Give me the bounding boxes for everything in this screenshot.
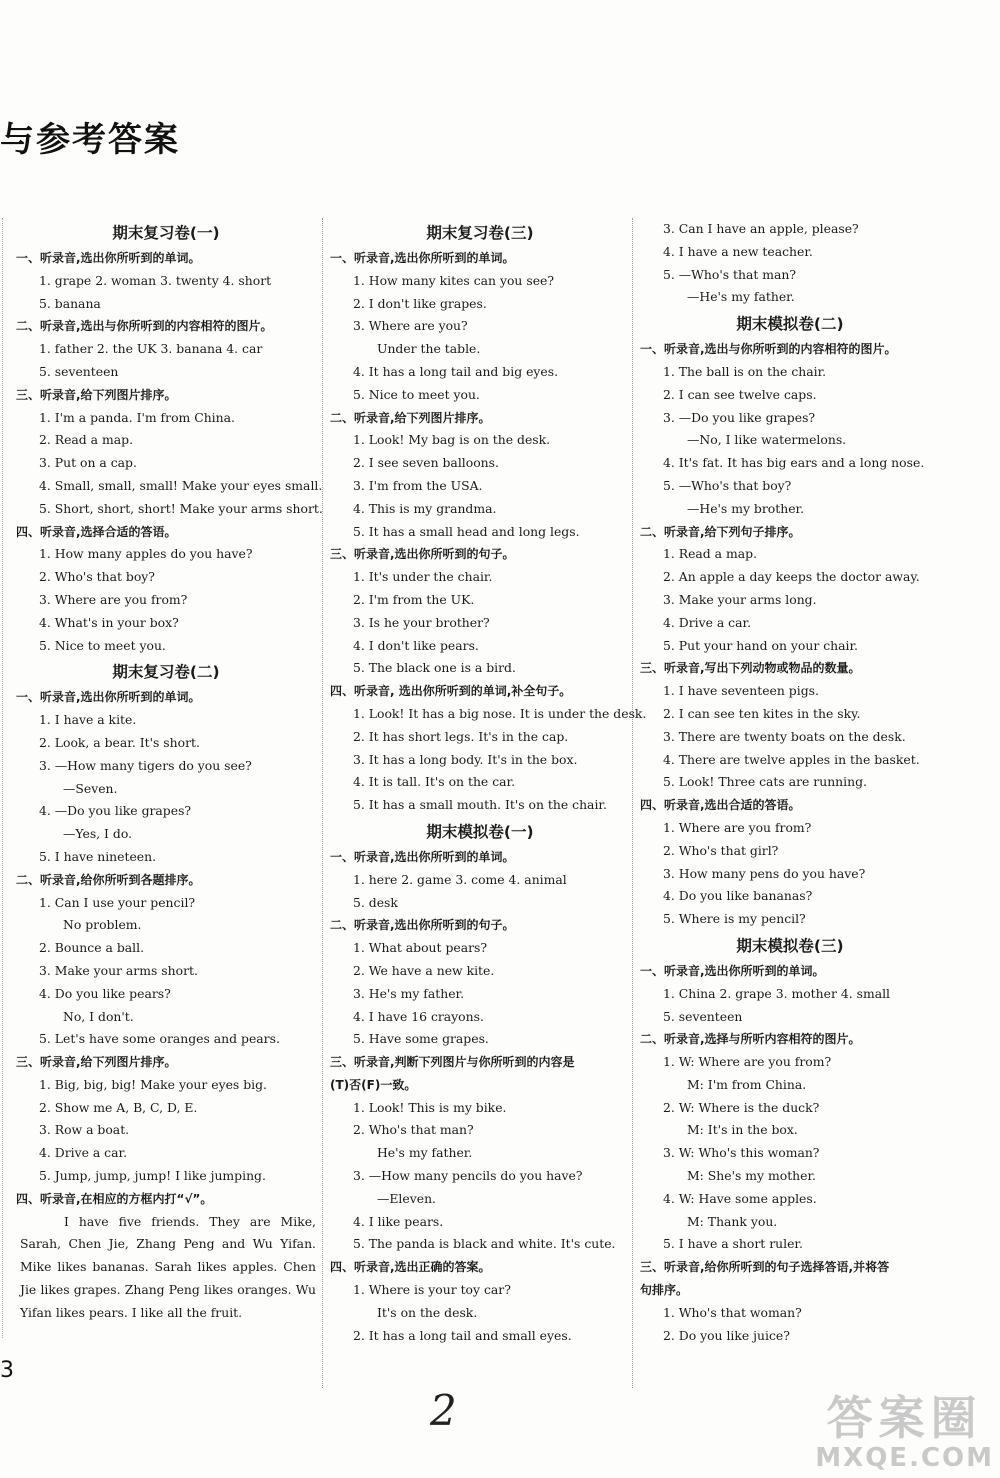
answer-item: 3. Can I have an apple, please? [663,221,859,236]
question-heading: 四、听录音,选出正确的答案。 [330,1260,491,1275]
question-heading: 二、听录音,选出你所听到的句子。 [330,918,515,933]
answer-item: 1. Who's that woman? [663,1304,802,1320]
answer-item: 4. It's fat. It has big ears and a long nose. [663,455,925,471]
section-title: 期末模拟卷(二) [736,315,844,334]
answer-item: 3. —Do you like grapes? [663,409,816,425]
section-title: 期末模拟卷(一) [426,822,534,841]
answer-item: 4. Drive a car. [39,1145,128,1161]
answer-item: 1. Look! My bag is on the desk. [353,432,551,448]
answer-item: 5. Look! Three cats are running. [663,774,867,790]
answer-item: 2. An apple a day keeps the doctor away. [663,569,920,585]
answer-item: 3. There are twenty boats on the desk. [663,728,906,744]
answer-item: 5. The panda is black and white. It's cute. [353,1236,616,1252]
answer-item: 5. The black one is a bird. [353,660,516,676]
answer-subline: No problem. [63,917,142,933]
answer-item: 4. Do you like pears? [39,985,171,1001]
answer-subline: It's on the desk. [377,1304,478,1320]
question-heading: 二、听录音,给你所听到各题排序。 [16,872,201,887]
answer-item: 2. Read a map. [39,432,134,448]
answer-item: 5. Nice to meet you. [353,386,480,402]
answer-subline: M: She's my mother. [687,1168,816,1184]
handwritten-mark: 2 [430,1386,457,1435]
answer-item: 5. Have some grapes. [353,1031,489,1047]
answer-subline: —Eleven. [377,1190,436,1206]
answer-item: 3. Put on a cap. [39,455,137,471]
answer-item: 5. Let's have some oranges and pears. [39,1031,280,1047]
answer-item: 5. Nice to meet you. [39,637,166,653]
question-heading: 四、听录音, 选出你所听到的单词,补全句子。 [330,684,572,699]
column-3 [640,218,940,1347]
answer-item: 2. We have a new kite. [353,962,495,978]
answer-subline: M: It's in the box. [687,1122,798,1138]
answer-item: 2. I see seven balloons. [353,455,499,471]
question-heading: 二、听录音,给下列句子排序。 [640,524,801,539]
answer-subline: He's my father. [377,1145,473,1161]
answer-item: 5. —Who's that boy? [663,477,792,493]
page-number: 3 [0,1358,14,1383]
answer-item: 5. It has a small mouth. It's on the chair. [353,797,607,813]
answer-item: 4. This is my grandma. [353,500,497,516]
answer-item: 1. I have seventeen pigs. [663,683,819,699]
answer-item: 4. I have 16 crayons. [353,1008,484,1024]
answer-item: 1. What about pears? [353,940,488,956]
question-heading: 三、听录音,给你所听到的句子选择答语,并将答 [640,1260,890,1275]
answer-item: 1. How many kites can you see? [353,272,554,288]
answer-item: 5. Jump, jump, jump! I like jumping. [39,1168,266,1184]
answer-item: 3. It has a long body. It's in the box. [353,751,578,767]
answer-item: 4. W: Have some apples. [663,1190,817,1206]
section-title: 期末复习卷(三) [426,224,534,242]
answer-item: 3. He's my father. [353,985,465,1001]
answer-item: 4. I have a new teacher. [663,243,813,259]
answer-item: 4. It has a long tail and big eyes. [353,363,559,379]
answer-item: 1. Big, big, big! Make your eyes big. [39,1076,267,1092]
column-divider [632,218,634,1388]
watermark-text: 答案圈 [826,1391,983,1445]
answer-item: 4. I don't like pears. [353,637,479,653]
answer-item: 1. Look! It has a big nose. It is under the desk. [353,705,647,721]
answer-item: 2. I'm from the UK. [353,591,475,607]
answer-subline: No, I don't. [63,1008,134,1024]
column-divider [322,218,324,1388]
question-heading: 一、听录音,选出你所听到的单词。 [640,963,825,978]
answer-item: 1. It's under the chair. [353,569,493,585]
column-1 [16,218,323,1325]
question-heading: 一、听录音,选出你所听到的单词。 [330,849,515,864]
answer-item: 1. I'm a panda. I'm from China. [39,409,235,425]
answer-item: 2. Do you like juice? [663,1327,790,1343]
answer-item: 3. Where are you from? [39,591,188,607]
question-heading: 四、听录音,在相应的方框内打“√”。 [16,1191,213,1206]
answer-item: 5. banana [39,295,101,311]
answer-item: 4. What's in your box? [39,614,179,630]
column-2 [330,218,647,1347]
answer-item: 2. Who's that girl? [663,842,779,858]
answer-item: 1. Where are you from? [663,819,812,835]
answer-subline: —Seven. [63,780,118,796]
answer-item: 3. Row a boat. [39,1122,130,1138]
answer-item: 1. father 2. the UK 3. banana 4. car [39,341,263,357]
answer-subline: Under the table. [377,341,481,357]
answer-subline: —He's my father. [687,289,795,305]
answer-item: 1. Can I use your pencil? [39,894,196,910]
answer-item: 1. How many apples do you have? [39,546,253,562]
answer-subline: —Yes, I do. [63,826,133,842]
question-heading: 三、听录音,写出下列动物或物品的数量。 [640,661,861,676]
page-header: 与参考答案 [0,120,180,160]
answer-item: 4. Small, small, small! Make your eyes small. [39,477,323,493]
answer-item: 1. I have a kite. [39,712,137,728]
answer-item: 2. Bounce a ball. [39,940,145,956]
question-heading: 三、听录音,选出你所听到的句子。 [330,547,515,562]
question-heading: 二、听录音,选择与所听内容相符的图片。 [640,1032,861,1047]
question-heading: (T)否(F)一致。 [330,1077,417,1092]
answer-item: 4. Drive a car. [663,614,752,630]
question-heading: 一、听录音,选出与你所听到的内容相符的图片。 [640,342,897,357]
answer-item: 3. —How many pencils do you have? [353,1168,583,1184]
section-title: 期末复习卷(二) [112,663,220,682]
answer-item: 2. Who's that boy? [39,569,155,585]
answer-item: 2. Show me A, B, C, D, E. [39,1099,198,1115]
answer-item: 2. It has short legs. It's in the cap. [353,728,569,744]
answer-item: 5. —Who's that man? [663,266,797,282]
question-heading: 三、听录音,给下列图片排序。 [16,387,177,402]
answer-item: 5. I have nineteen. [39,848,157,864]
question-heading: 三、听录音,判断下列图片与你所听到的内容是 [330,1055,575,1070]
answer-item: 1. Where is your toy car? [353,1282,511,1298]
answer-item: 3. I'm from the USA. [353,477,483,493]
answer-item: 1. W: Where are you from? [663,1054,832,1070]
question-heading: 一、听录音,选出你所听到的单词。 [16,251,201,265]
answer-item: 5. seventeen [39,363,119,379]
answer-item: 5. I have a short ruler. [663,1236,803,1252]
answer-item: 3. W: Who's this woman? [663,1145,820,1161]
answer-item: 4. I like pears. [353,1213,444,1229]
answer-item: 1. China 2. grape 3. mother 4. small [663,985,891,1001]
answer-paragraph: I have five friends. They are Mike, Sarah, Chen Jie, Zhang Peng and Wu Yifan. Mike likes bananas. Sarah likes apples. Chen Jie likes grapes. Zhang Peng likes oranges. Wu Yifan likes pears. I like all the fruit. [20,1213,316,1320]
section-title: 期末复习卷(一) [112,224,220,242]
answer-item: 3. —How many tigers do you see? [39,757,252,773]
answer-item: 5. Put your hand on your chair. [663,637,858,653]
answer-item: 1. Look! This is my bike. [353,1099,507,1115]
watermark-logo [815,1392,994,1472]
answer-item: 2. I can see ten kites in the sky. [663,705,861,721]
answer-item: 1. here 2. game 3. come 4. animal [353,871,567,887]
answer-item: 1. The ball is on the chair. [663,363,827,379]
answer-item: 5. It has a small head and long legs. [353,523,580,539]
question-heading: 四、听录音,选择合适的答语。 [16,524,177,539]
answer-item: 2. I don't like grapes. [353,295,487,311]
watermark-url: MXQE.COM [815,1443,994,1473]
answer-item: 4. —Do you like grapes? [39,803,192,819]
answer-item: 1. grape 2. woman 3. twenty 4. short [39,272,272,288]
answer-item: 2. It has a long tail and small eyes. [353,1327,572,1343]
answer-item: 3. Make your arms long. [663,591,817,607]
answer-item: 2. I can see twelve caps. [663,386,817,402]
answer-item: 4. There are twelve apples in the basket. [663,751,920,767]
answer-item: 3. Is he your brother? [353,614,490,630]
answer-subline: M: Thank you. [687,1213,778,1229]
question-heading: 句排序。 [640,1283,689,1298]
question-heading: 三、听录音,给下列图片排序。 [16,1055,177,1070]
answer-item: 4. It is tall. It's on the car. [353,774,516,790]
question-heading: 四、听录音,选出合适的答语。 [640,798,801,813]
answer-item: 3. How many pens do you have? [663,865,866,881]
answer-item: 3. Make your arms short. [39,962,198,978]
answer-item: 2. Look, a bear. It's short. [39,734,200,750]
answer-item: 4. Do you like bananas? [663,888,813,904]
answer-item: 3. Where are you? [353,318,468,334]
answer-item: 5. Where is my pencil? [663,911,806,927]
question-heading: 二、听录音,给下列图片排序。 [330,410,491,425]
question-heading: 二、听录音,选出与你所听到的内容相符的图片。 [16,319,273,334]
answer-item: 2. W: Where is the duck? [663,1099,820,1115]
answer-subline: —He's my brother. [687,500,805,516]
answer-subline: M: I'm from China. [687,1076,807,1092]
answer-item: 5. desk [353,894,398,910]
answer-subline: —No, I like watermelons. [687,432,847,448]
question-heading: 一、听录音,选出你所听到的单词。 [16,690,201,705]
answer-item: 2. Who's that man? [353,1122,474,1138]
answer-item: 1. Read a map. [663,546,758,562]
left-divider [2,218,3,1338]
section-title: 期末模拟卷(三) [736,936,844,955]
answer-item: 5. seventeen [663,1008,743,1024]
question-heading: 一、听录音,选出你所听到的单词。 [330,251,515,265]
answer-item: 5. Short, short, short! Make your arms short. [39,500,323,516]
